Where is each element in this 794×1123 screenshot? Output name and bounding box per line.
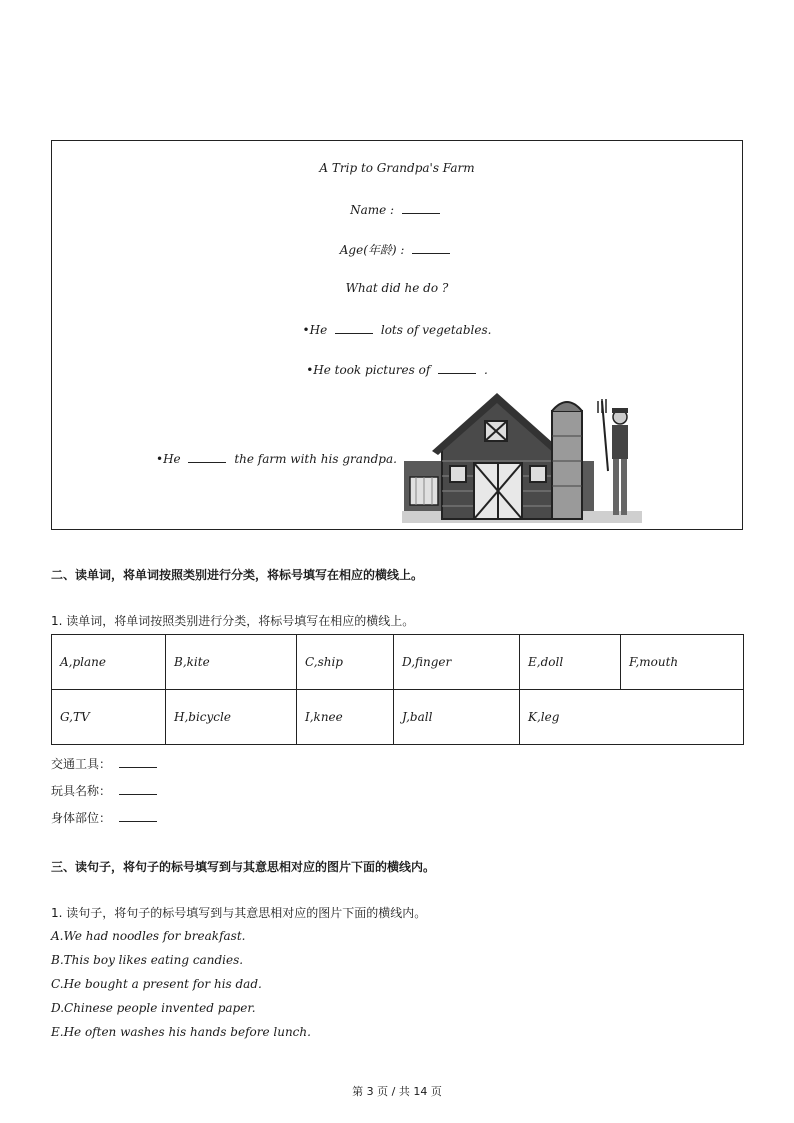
sentence-c: C.He bought a present for his dad. [51,977,262,991]
table-row [52,635,744,690]
sentence-b: B.This boy likes eating candies. [51,953,244,967]
category-label: 身体部位： [51,811,112,825]
word-table [51,634,744,745]
category-blank[interactable] [119,755,157,768]
section-3-question: 1. 读句子，将句子的标号填写到与其意思相对应的图片下面的横线内。 [51,906,427,920]
table-cell: B,kite [166,635,297,690]
category-label: 交通工具： [51,757,112,771]
table-cell: C,ship [297,635,394,690]
category-blank[interactable] [119,809,157,822]
table-cell: D,finger [394,635,520,690]
age-row [52,241,742,258]
category-toys [51,782,161,799]
table-cell: K,leg [520,690,744,745]
bullet-1-post: lots of vegetables. [380,323,492,337]
sentence-a: A.We had noodles for breakfast. [51,929,246,943]
bullet-1-pre: •He [302,323,328,337]
farm-title: A Trip to Grandpa's Farm [319,161,475,175]
bullet-3-pre: •He [156,452,181,466]
bullet-2-blank[interactable] [438,361,476,374]
sentence-d: D.Chinese people invented paper. [51,1001,256,1015]
bullet-2-pre: •He took pictures of [306,363,431,377]
table-cell: E,doll [520,635,621,690]
bullet-1 [52,321,742,337]
bullet-2-post: . [483,363,488,377]
bullet-3 [156,450,397,466]
farm-worksheet-box [51,140,743,530]
age-blank[interactable] [412,241,450,254]
page-footer: 第 3 页 / 共 14 页 [352,1085,442,1098]
category-body [51,809,161,826]
age-label: Age(年龄) : [339,243,405,257]
category-label: 玩具名称： [51,784,112,798]
table-cell: H,bicycle [166,690,297,745]
sentence-e: E.He often washes his hands before lunch. [51,1025,311,1039]
bullet-3-post: the farm with his grandpa. [234,452,397,466]
table-row [52,690,744,745]
question-text: What did he do ? [345,281,449,295]
bullet-3-blank[interactable] [188,450,226,463]
category-blank[interactable] [119,782,157,795]
section-2-title: 二、读单词，将单词按照类别进行分类，将标号填写在相应的横线上。 [51,568,424,582]
name-label: Name : [350,203,395,217]
section-3-title: 三、读句子，将句子的标号填写到与其意思相对应的图片下面的横线内。 [51,860,436,874]
table-cell: G,TV [52,690,166,745]
table-cell: F,mouth [621,635,744,690]
name-row [52,201,742,217]
farm-illustration [402,391,642,523]
name-blank[interactable] [402,201,440,214]
section-2-question: 1. 读单词，将单词按照类别进行分类，将标号填写在相应的横线上。 [51,614,415,628]
table-cell: J,ball [394,690,520,745]
category-transport [51,755,161,772]
bullet-2 [52,361,742,377]
bullet-1-blank[interactable] [335,321,373,334]
table-cell: I,knee [297,690,394,745]
table-cell: A,plane [52,635,166,690]
